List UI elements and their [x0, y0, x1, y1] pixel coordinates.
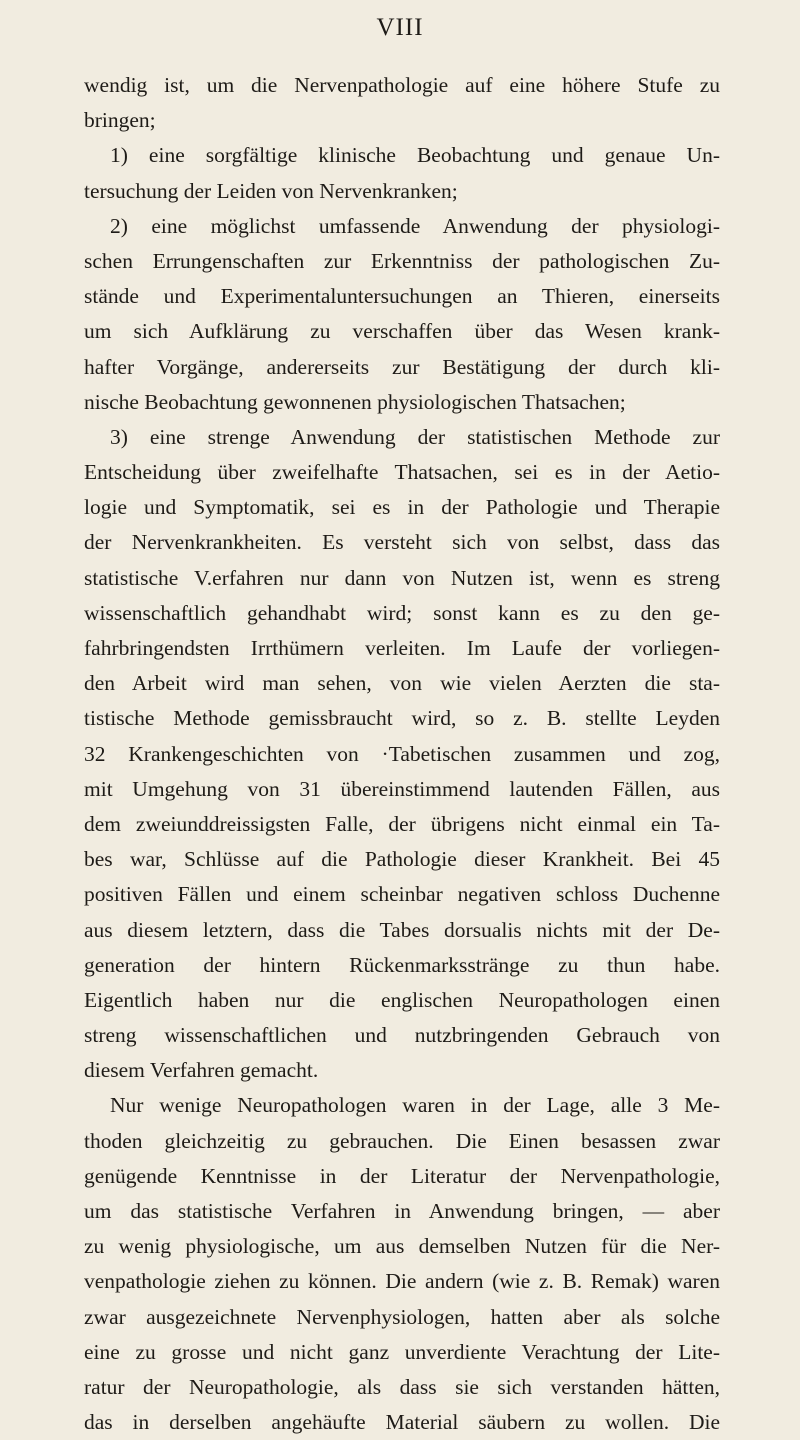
- text-line: diesem Verfahren gemacht.: [84, 1058, 319, 1083]
- text-line: positiven Fällen und einem scheinbar negativen schloss Duchenne: [84, 882, 720, 907]
- text-line: statistische V.erfahren nur dann von Nutzen ist, wenn es streng: [84, 565, 720, 590]
- text-line: generation der hintern Rückenmarksstränge zu thun habe.: [84, 952, 720, 977]
- text-line: das in derselben angehäufte Material säubern zu wollen. Die: [84, 1410, 720, 1435]
- text-line: thoden gleichzeitig zu gebrauchen. Die Einen besassen zwar: [84, 1128, 720, 1153]
- text-line: 2) eine möglichst umfassende Anwendung der physiologi-: [110, 213, 720, 238]
- text-line: venpathologie ziehen zu können. Die andern (wie z. B. Remak) waren: [84, 1269, 720, 1294]
- text-line: 3) eine strenge Anwendung der statistischen Methode zur: [110, 424, 720, 449]
- text-line: tersuchung der Leiden von Nervenkranken;: [84, 178, 458, 203]
- body-text: [84, 68, 720, 1440]
- text-line: zwar ausgezeichnete Nervenphysiologen, hatten aber als solche: [84, 1304, 720, 1329]
- text-line: bringen;: [84, 108, 156, 133]
- text-line: logie und Symptomatik, sei es in der Pathologie und Therapie: [84, 495, 720, 520]
- text-line: ratur der Neuropathologie, als dass sie sich verstanden hätten,: [84, 1374, 720, 1399]
- text-line: 32 Krankengeschichten von ·Tabetischen zusammen und zog,: [84, 741, 720, 766]
- text-line: mit Umgehung von 31 übereinstimmend lautenden Fällen, aus: [84, 776, 720, 801]
- text-line: bes war, Schlüsse auf die Pathologie dieser Krankheit. Bei 45: [84, 847, 720, 872]
- text-line: eine zu grosse und nicht ganz unverdiente Verachtung der Lite-: [84, 1339, 720, 1364]
- text-line: zu wenig physiologische, um aus demselben Nutzen für die Ner-: [84, 1234, 720, 1259]
- text-line: aus diesem letztern, dass die Tabes dorsualis nichts mit der De-: [84, 917, 720, 942]
- text-line: der Nervenkrankheiten. Es versteht sich von selbst, dass das: [84, 530, 720, 555]
- text-line: 1) eine sorgfältige klinische Beobachtung und genaue Un-: [110, 143, 720, 168]
- text-line: schen Errungenschaften zur Erkenntniss der pathologischen Zu-: [84, 248, 720, 273]
- text-line: Nur wenige Neuropathologen waren in der Lage, alle 3 Me-: [110, 1093, 720, 1118]
- text-line: nische Beobachtung gewonnenen physiologischen Thatsachen;: [84, 389, 626, 414]
- text-line: genügende Kenntnisse in der Literatur der Nervenpathologie,: [84, 1163, 720, 1188]
- text-line: wissenschaftlich gehandhabt wird; sonst kann es zu den ge-: [84, 600, 720, 625]
- text-line: streng wissenschaftlichen und nutzbringenden Gebrauch von: [84, 1023, 720, 1048]
- text-line: um sich Aufklärung zu verschaffen über das Wesen krank-: [84, 319, 720, 344]
- text-line: um das statistische Verfahren in Anwendung bringen, — aber: [84, 1199, 720, 1223]
- text-line: hafter Vorgänge, andererseits zur Bestätigung der durch kli-: [84, 354, 720, 379]
- text-line: dem zweiunddreissigsten Falle, der übrigens nicht einmal ein Ta-: [84, 811, 720, 836]
- text-line: Eigentlich haben nur die englischen Neuropathologen einen: [84, 987, 720, 1012]
- text-line: stände und Experimentaluntersuchungen an Thieren, einerseits: [84, 284, 720, 309]
- text-line: fahrbringendsten Irrthümern verleiten. Im Laufe der vorliegen-: [84, 636, 720, 660]
- text-line: den Arbeit wird man sehen, von wie vielen Aerzten die sta-: [84, 671, 720, 696]
- page-number: VIII: [376, 14, 424, 41]
- text-line: tistische Methode gemissbraucht wird, so z. B. stellte Leyden: [84, 706, 720, 731]
- text-line: wendig ist, um die Nervenpathologie auf eine höhere Stufe zu: [84, 73, 720, 97]
- text-line: Entscheidung über zweifelhafte Thatsachen, sei es in der Aetio-: [84, 460, 720, 485]
